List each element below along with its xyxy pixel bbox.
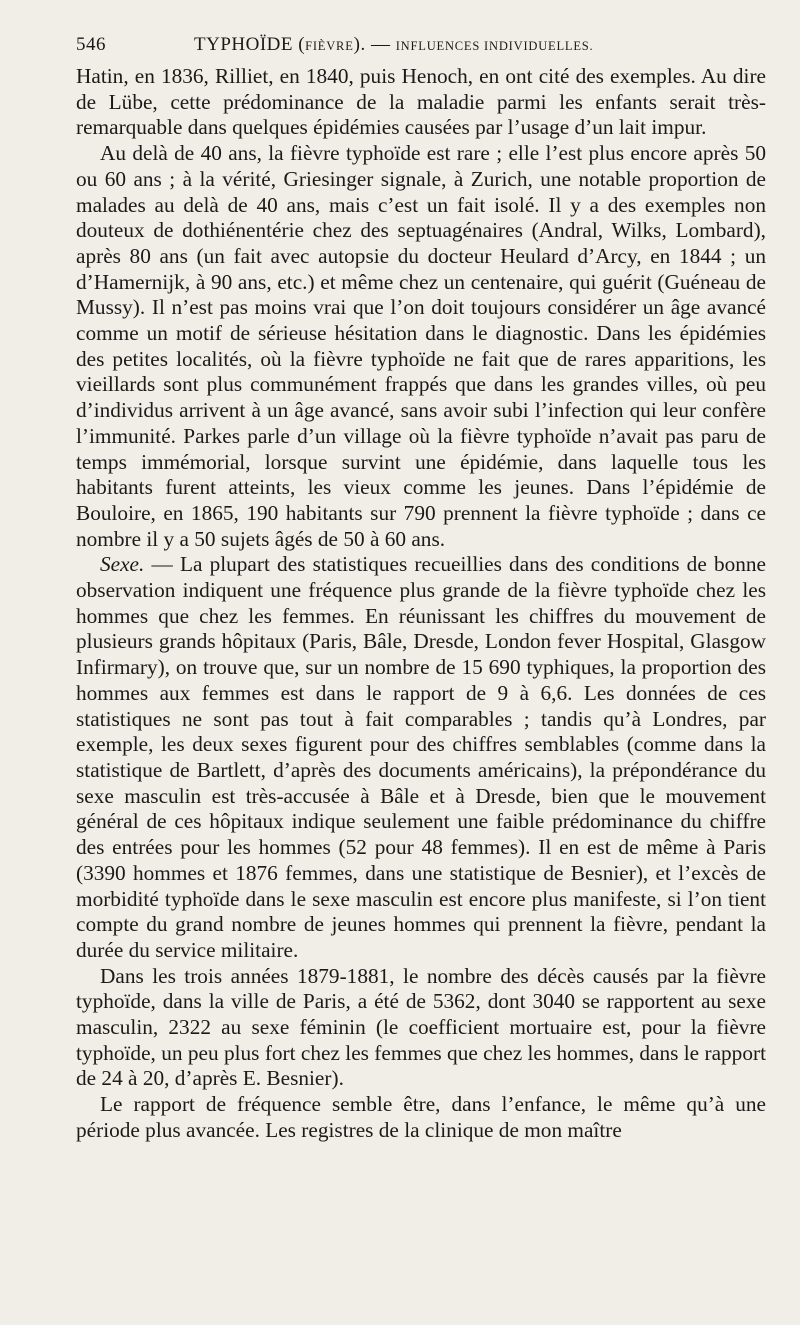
- paragraph-deces-text: Dans les trois années 1879-1881, le nombre des décès causés par la fièvre typhoïde, dans la ville de Paris, a été de 5362, dont 3040 se rapportent au sexe masculin, 2322 au sexe féminin (le coefficient mortuaire est, pour la fièvre typhoïde, un peu plus fort chez les femmes que chez les hommes, dans le rapport de 24 à 20, d’après E. Besnier).: [76, 963, 766, 1091]
- page-number: 546: [76, 34, 106, 55]
- paragraph-age: [76, 141, 766, 552]
- running-title-fievre: FIÈVRE: [305, 39, 354, 53]
- running-title-main: TYPHOÏDE (: [194, 34, 306, 55]
- paragraph-age-text: Au delà de 40 ans, la fièvre typhoïde est rare ; elle l’est plus encore après 50 ou 60 ans ; à la vérité, Griesinger signale, à Zurich, une notable proportion de malades au delà de 40 ans, mais c’est un fait isolé. Il y a des exemples non douteux de dothiénentérie chez des septuagénaires (Andral, Wilks, Lombard), après 80 ans (un fait avec autopsie du docteur Heulard d’Arcy, en 1844 ; un d’Hamernijk, à 90 ans, etc.) et même chez un centenaire, qui guérit (Guéneau de Mussy). Il n’est pas moins vrai que l’on doit toujours considérer un âge avancé comme un motif de sérieuse hésitation dans le diagnostic. Dans les épidémies des petites localités, où la fièvre typhoïde ne fait que de rares apparitions, les vieillards sont plus communément frappés que dans les grandes villes, où peu d’individus arrivent à un âge avancé, sans avoir subi l’infection qui leur confère l’immunité. Parkes parle d’un village où la fièvre typhoïde n’avait pas paru de temps immémorial, lorsque survint une épidémie, dans laquelle tous les habitants furent atteints, les vieux comme les jeunes. Dans l’épidémie de Bouloire, en 1865, 190 habitants sur 790 prennent la fièvre typhoïde ; dans ce nombre il y a 50 sujets âgés de 50 à 60 ans.: [76, 141, 766, 551]
- body-text: [76, 64, 766, 1144]
- paragraph-sexe: [76, 552, 766, 963]
- paragraph-enfance: [76, 1092, 766, 1143]
- section-lead-sexe: Sexe.: [100, 552, 145, 577]
- running-title-section: INFLUENCES INDIVIDUELLES.: [395, 39, 594, 53]
- running-title-separator: ). —: [353, 34, 396, 55]
- paragraph-1: [76, 64, 766, 141]
- paragraph-sexe-text: — La plupart des statistiques recueillies dans des conditions de bonne observation indiquent une fréquence plus grande de la fièvre typhoïde chez les hommes que chez les femmes. En réunissant les chiffres du mouvement de plusieurs grands hôpitaux (Paris, Bâle, Dresde, London fever Hospital, Glasgow Infirmary), on trouve que, sur un nombre de 15 690 typhiques, la proportion des hommes aux femmes est dans le rapport de 9 à 6,6. Les données de ces statistiques ne sont pas tout à fait comparables ; tandis qu’à Londres, par exemple, les deux sexes figurent pour des chiffres semblables (comme dans la statistique de Bartlett, d’après des documents américains), la prépondérance du sexe masculin est très-accusée à Bâle et à Dresde, bien que le mouvement général de ces hôpitaux indique seulement une faible prédominance du chiffre des entrées pour les hommes (52 pour 48 femmes). Il en est de même à Paris (3390 hommes et 1876 femmes, dans une statistique de Besnier), et l’excès de morbidité typhoïde dans le sexe masculin est encore plus manifeste, si l’on tient compte du grand nombre de jeunes hommes qui prennent la fièvre, pendant la durée du service militaire.: [76, 552, 766, 962]
- paragraph-enfance-text: Le rapport de fréquence semble être, dans l’enfance, le même qu’à une période plus avancée. Les registres de la clinique de mon maître: [76, 1092, 766, 1142]
- paragraph-1-text: Hatin, en 1836, Rilliet, en 1840, puis Henoch, en ont cité des exemples. Au dire de Lübe, cette prédominance de la maladie parmi les enfants serait très-remarquable dans quelques épidémies causées par l’usage d’un lait impur.: [76, 64, 766, 140]
- running-header: [76, 34, 766, 64]
- paragraph-deces: [76, 964, 766, 1093]
- running-title: [194, 34, 766, 56]
